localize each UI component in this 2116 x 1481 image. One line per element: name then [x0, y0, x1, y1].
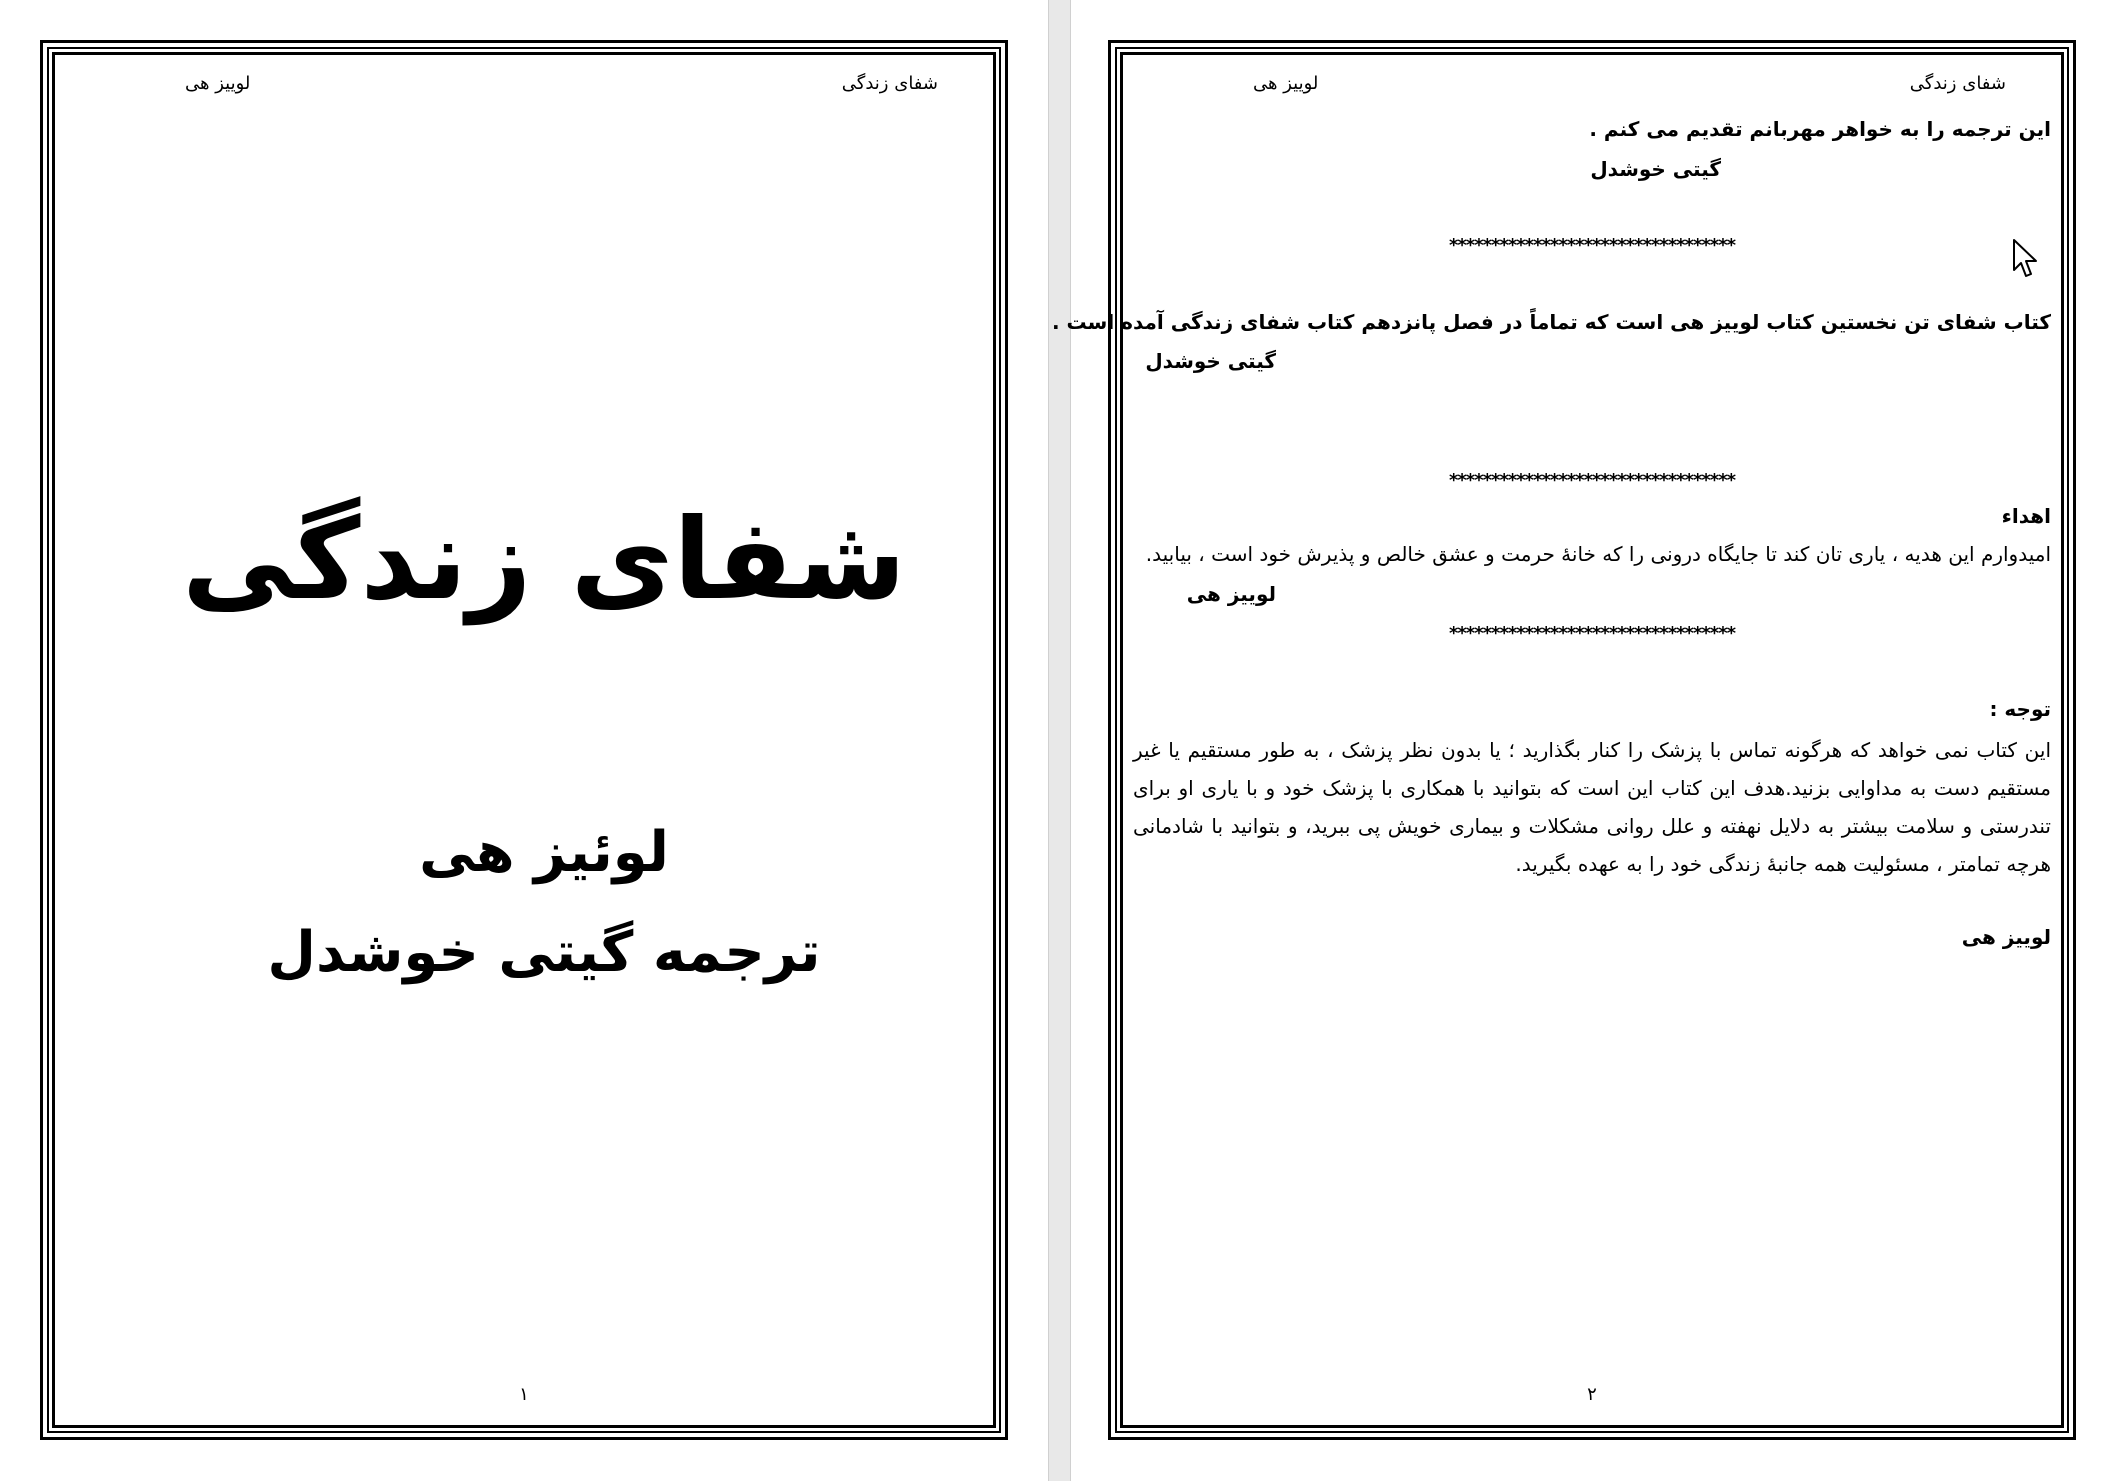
header-author: لوییز هی [1253, 73, 1319, 94]
dedication-line: این ترجمه را به خواهر مهربانم تقدیم می کنم . [1589, 117, 2051, 141]
ehda-heading: اهداء [2001, 504, 2051, 528]
page-number: ۲ [1587, 1384, 1597, 1405]
dedication-signature: گیتی خوشدل [1590, 157, 1721, 181]
book-author: لوئیز هی [419, 820, 669, 885]
book-translator: ترجمه گیتی خوشدل [267, 920, 821, 985]
page-number: ۱ [519, 1384, 529, 1405]
separator-1: ********************************** [1448, 235, 1736, 256]
book-title: شفای زندگی [181, 495, 907, 625]
note-signature: گیتی خوشدل [1145, 349, 1276, 373]
notice-heading: توجه : [1989, 697, 2051, 721]
ehda-signature: لوییز هی [1186, 582, 1276, 606]
ehda-text: امیدوارم این هدیه ، یاری تان کند تا جایگاه درونی را که خانۀ حرمت و عشق خالص و پذیرش خود است ، بیابید. [1145, 542, 2051, 566]
mouse-cursor-icon [2012, 238, 2042, 280]
header-author: لوییز هی [185, 73, 251, 94]
header-book-title: شفای زندگی [1909, 73, 2006, 94]
page-2-content [1051, 55, 2061, 1425]
separator-2: ********************************** [1448, 470, 1736, 491]
page-gutter [1048, 0, 1071, 1481]
header-book-title: شفای زندگی [841, 73, 938, 94]
note-line: کتاب شفای تن نخستین کتاب لوییز هی است که تماماً در فصل پانزدهم کتاب شفای زندگی آمده است . [1051, 310, 2051, 334]
page-2 [1051, 40, 2076, 1440]
notice-signature: لوییز هی [1961, 925, 2051, 949]
page-1-content [55, 55, 993, 1425]
page-1 [40, 40, 1008, 1440]
separator-3: ********************************** [1448, 623, 1736, 644]
notice-text: این کتاب نمی خواهد که هرگونه تماس با پزشک را کنار بگذارید ؛ یا بدون نظر پزشک ، به طور مستقیم یا غیر مستقیم دست به مداوایی بزنید.هدف این کتاب این است که بتوانید با همکاری با پزشک خود و با یاری او برای تندرستی و سلامت بیشتر به دلایل نهفته و علل روانی مشکلات و بیماری خویش پی ببرید، و بتوانید با شادمانی هرچه تمامتر ، مسئولیت همه جانبۀ زندگی خود را به عهده بگیرید. [1133, 738, 2051, 876]
